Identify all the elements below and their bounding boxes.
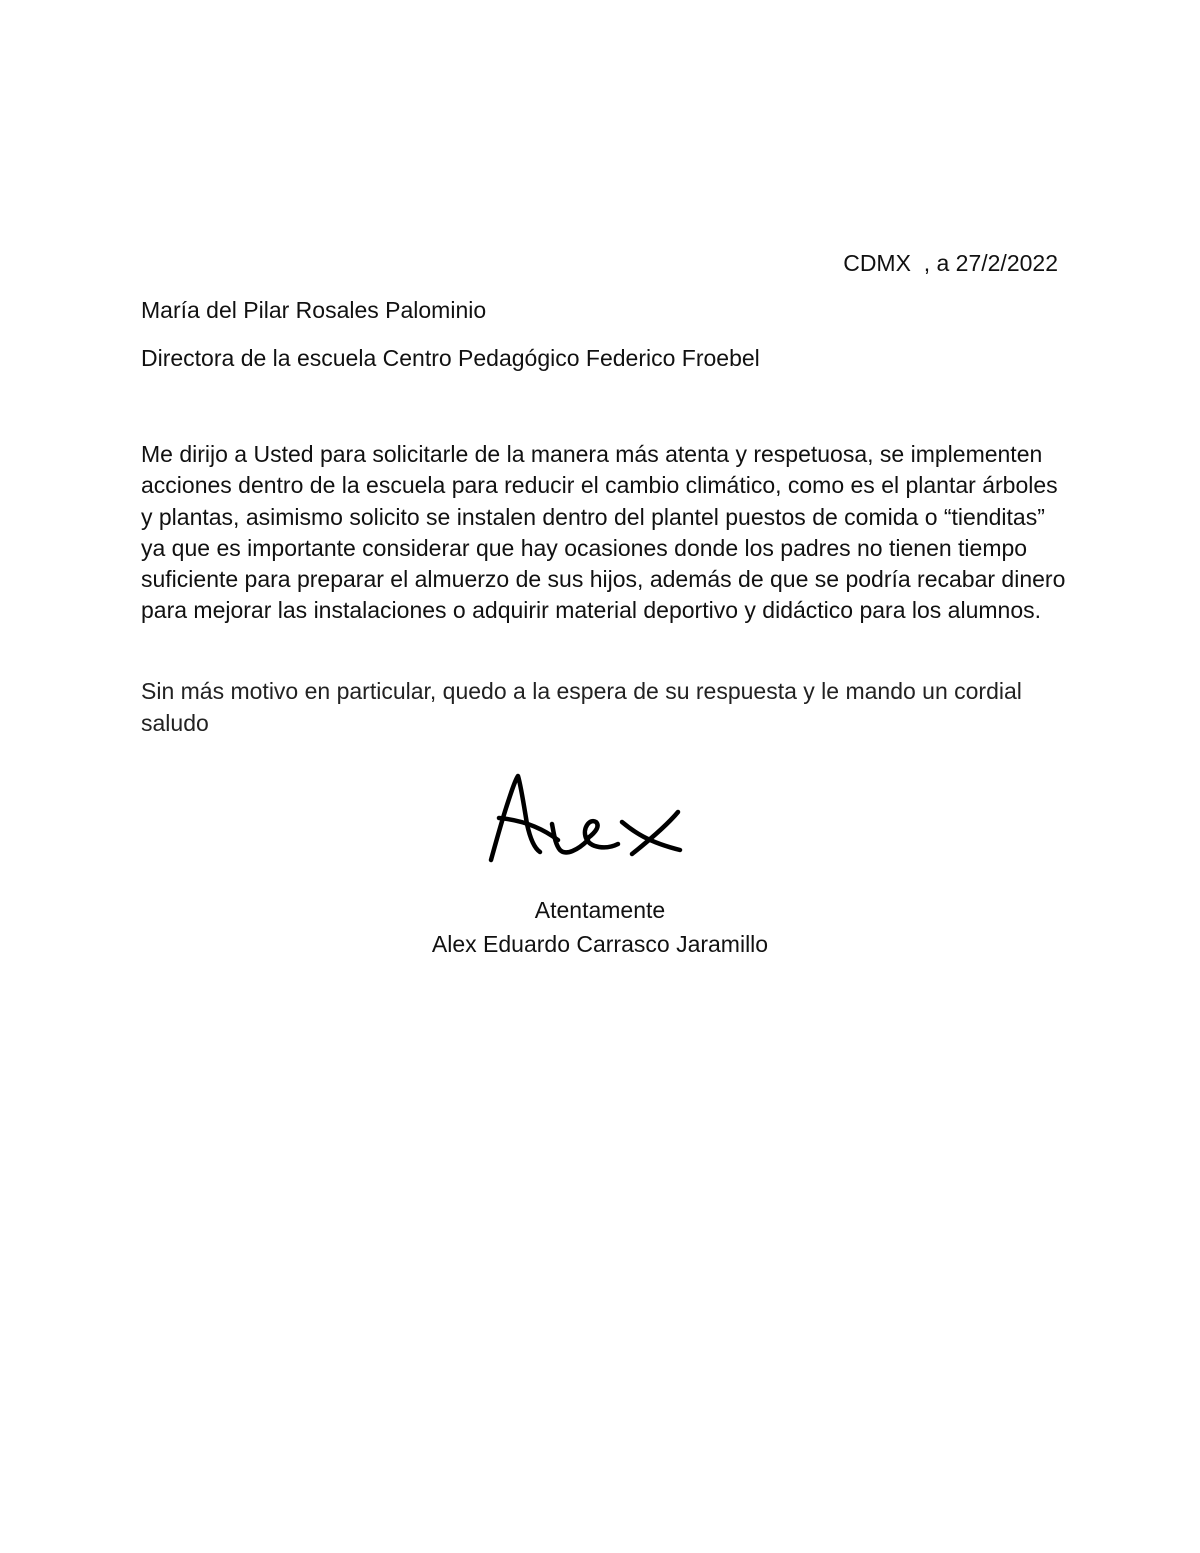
handwritten-signature [482,772,692,868]
place-date: CDMX , a 27/2/2022 [843,250,1058,276]
recipient-name: María del Pilar Rosales Palominio [141,297,487,323]
body-paragraph: Me dirijo a Usted para solicitarle de la manera más atenta y respetuosa, se implementen acciones dentro de la escuela para reducir el cambio climático, como es el plantar árboles y plantas, asimismo solicito se instalen dentro del plantel puestos de comida o “tienditas” ya que es importante considerar que hay ocasiones donde los padres no tienen tiempo suficiente para preparar el almuerzo de sus hijos, además de que se podría recabar dinero para mejorar las instalaciones o adquirir material deportivo y didáctico para los alumnos. [141,441,1066,624]
closing-word: Atentamente [534,897,666,923]
recipient-title: Directora de la escuela Centro Pedagógico Federico Froebel [141,345,760,371]
signer-name: Alex Eduardo Carrasco Jaramillo [431,931,769,957]
closing-paragraph: Sin más motivo en particular, quedo a la espera de su respuesta y le mando un cordial saludo [141,678,1022,736]
